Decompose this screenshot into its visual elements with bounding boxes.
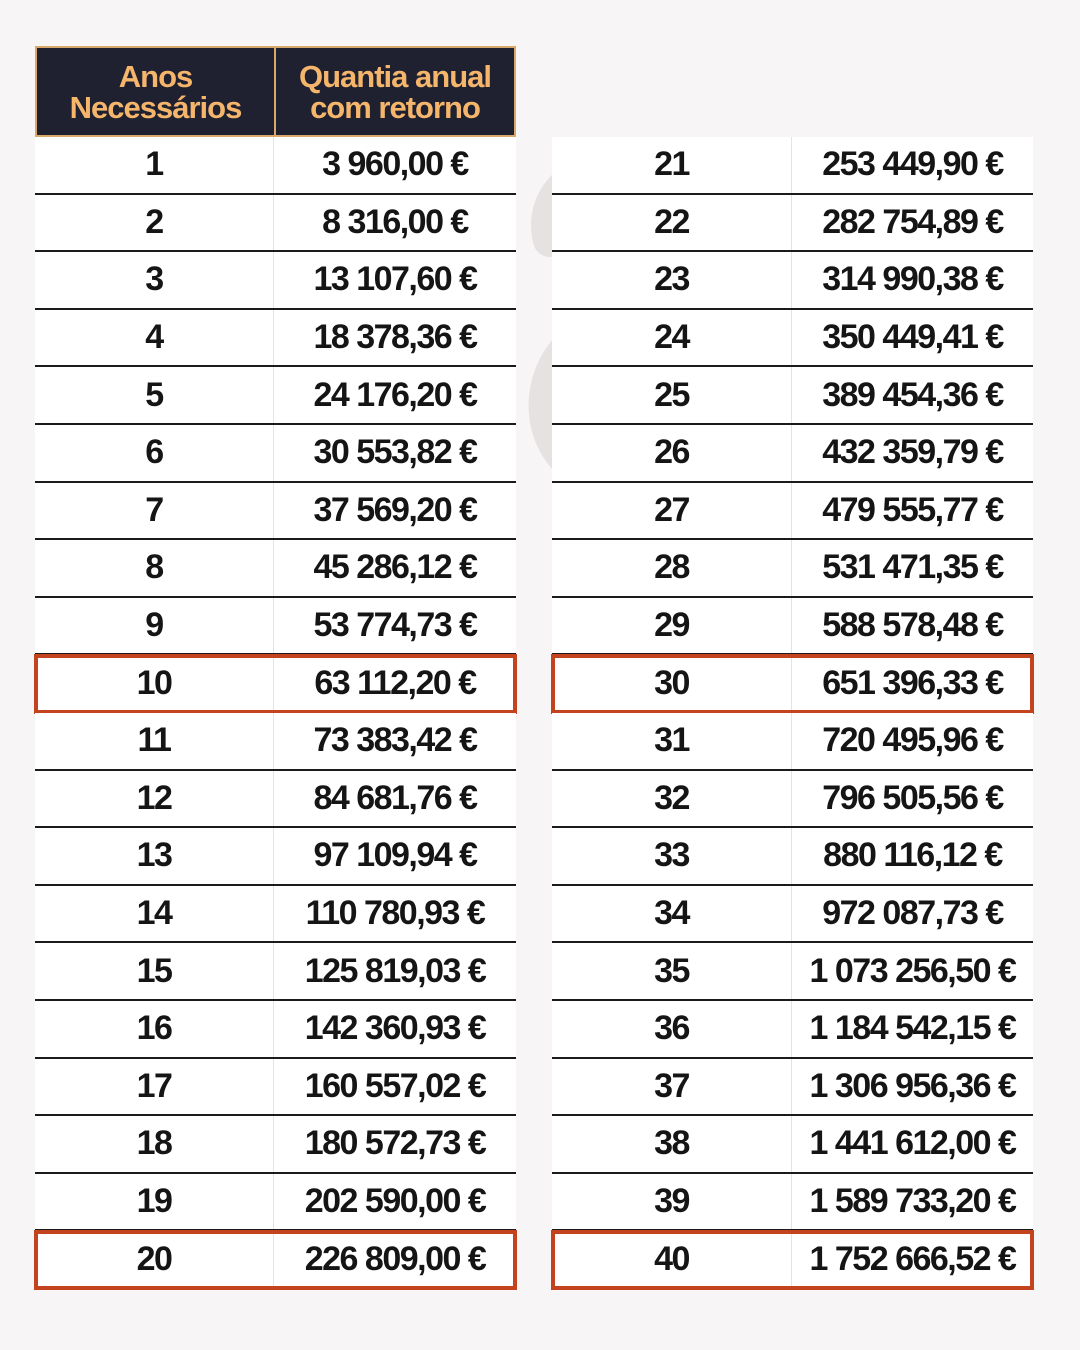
- table-row: [35, 540, 516, 598]
- table-row: [35, 943, 516, 1001]
- year-cell: 23: [552, 252, 792, 308]
- amount-cell: 73 383,42 €: [313, 721, 477, 760]
- amount-cell: 1 184 542,15 €: [809, 1009, 1016, 1048]
- year-cell: 14: [35, 886, 274, 942]
- year-cell: 11: [35, 713, 274, 769]
- amount-cell: 45 286,12 €: [313, 548, 477, 587]
- left-table: [35, 46, 516, 1289]
- table-row: [35, 252, 516, 310]
- year-cell: 27: [552, 483, 792, 539]
- year-cell: 17: [35, 1059, 274, 1115]
- year-cell: 10: [35, 655, 274, 711]
- amount-cell: 13 107,60 €: [313, 260, 477, 299]
- amount-cell: 24 176,20 €: [313, 375, 477, 414]
- table-row: [552, 886, 1033, 944]
- year-cell: 24: [552, 310, 792, 366]
- table-row: [35, 771, 516, 829]
- amount-cell: 53 774,73 €: [313, 606, 477, 645]
- table-row: [552, 310, 1033, 368]
- left-rows: [35, 137, 516, 1289]
- year-cell: 33: [552, 828, 792, 884]
- amount-cell: 1 589 733,20 €: [809, 1181, 1016, 1220]
- amount-cell: 588 578,48 €: [822, 606, 1003, 645]
- right-table: [552, 137, 1033, 1289]
- table-row: [552, 943, 1033, 1001]
- amount-cell: 8 316,00 €: [322, 202, 468, 241]
- amount-cell: 389 454,36 €: [822, 375, 1003, 414]
- year-cell: 29: [552, 598, 792, 654]
- year-cell: 6: [35, 425, 274, 481]
- table-row: [35, 483, 516, 541]
- table-row: [552, 828, 1033, 886]
- year-cell: 2: [35, 195, 274, 251]
- table-row: [35, 310, 516, 368]
- highlighted-table-row: [35, 655, 516, 713]
- year-cell: 16: [35, 1001, 274, 1057]
- year-cell: 5: [35, 367, 274, 423]
- highlighted-table-row: [552, 655, 1033, 713]
- table-row: [35, 1001, 516, 1059]
- year-cell: 26: [552, 425, 792, 481]
- year-cell: 15: [35, 943, 274, 999]
- year-cell: 18: [35, 1116, 274, 1172]
- table-row: [35, 1116, 516, 1174]
- year-cell: 22: [552, 195, 792, 251]
- amount-cell: 125 819,03 €: [304, 951, 486, 990]
- year-cell: 4: [35, 310, 274, 366]
- amount-cell: 314 990,38 €: [822, 260, 1003, 299]
- amount-cell: 160 557,02 €: [304, 1066, 486, 1105]
- amount-cell: 1 306 956,36 €: [809, 1066, 1016, 1105]
- amount-cell: 3 960,00 €: [322, 145, 468, 184]
- amount-cell: 202 590,00 €: [304, 1181, 486, 1220]
- highlighted-table-row: [35, 1231, 516, 1289]
- table-row: [35, 425, 516, 483]
- table-row: [552, 771, 1033, 829]
- amount-cell: 97 109,94 €: [313, 836, 477, 875]
- year-cell: 36: [552, 1001, 792, 1057]
- year-cell: 38: [552, 1116, 792, 1172]
- amount-cell: 63 112,20 €: [314, 663, 476, 702]
- year-cell: 35: [552, 943, 792, 999]
- amount-cell: 720 495,96 €: [822, 721, 1003, 760]
- table-row: [552, 598, 1033, 656]
- amount-cell: 651 396,33 €: [822, 663, 1003, 702]
- year-cell: 9: [35, 598, 274, 654]
- amount-cell: 972 087,73 €: [822, 894, 1003, 933]
- table-row: [552, 252, 1033, 310]
- amount-cell: 110 780,93 €: [305, 894, 485, 933]
- amount-cell: 1 441 612,00 €: [809, 1124, 1016, 1163]
- amount-cell: 142 360,93 €: [304, 1009, 486, 1048]
- year-cell: 19: [35, 1174, 274, 1230]
- year-cell: 7: [35, 483, 274, 539]
- amount-cell: 84 681,76 €: [313, 778, 477, 817]
- header-years: Anos Necessários: [37, 48, 276, 135]
- table-row: [35, 828, 516, 886]
- amount-cell: 226 809,00 €: [304, 1239, 486, 1278]
- table-row: [552, 425, 1033, 483]
- amount-cell: 796 505,56 €: [822, 778, 1003, 817]
- table-header: [35, 46, 516, 137]
- year-cell: 30: [552, 655, 792, 711]
- table-row: [35, 367, 516, 425]
- table-row: [552, 195, 1033, 253]
- year-cell: 25: [552, 367, 792, 423]
- table-row: [552, 713, 1033, 771]
- amount-cell: 253 449,90 €: [822, 145, 1003, 184]
- amount-cell: 432 359,79 €: [822, 433, 1003, 472]
- right-rows: [552, 137, 1033, 1289]
- table-row: [552, 540, 1033, 598]
- amount-cell: 880 116,12 €: [823, 836, 1002, 875]
- year-cell: 28: [552, 540, 792, 596]
- table-row: [35, 713, 516, 771]
- year-cell: 13: [35, 828, 274, 884]
- year-cell: 32: [552, 771, 792, 827]
- header-amount: Quantia anual com retorno: [299, 58, 491, 125]
- amount-cell: 350 449,41 €: [822, 318, 1003, 357]
- year-cell: 20: [35, 1231, 274, 1287]
- table-row: [35, 1174, 516, 1232]
- table-row: [35, 195, 516, 253]
- year-cell: 40: [552, 1231, 792, 1287]
- year-cell: 12: [35, 771, 274, 827]
- table-row: [552, 1116, 1033, 1174]
- year-cell: 34: [552, 886, 792, 942]
- table-row: [552, 137, 1033, 195]
- table-row: [552, 483, 1033, 541]
- amount-cell: 479 555,77 €: [822, 490, 1003, 529]
- table-row: [35, 137, 516, 195]
- year-cell: 1: [35, 137, 274, 193]
- amount-cell: 1 752 666,52 €: [809, 1239, 1016, 1278]
- year-cell: 21: [552, 137, 792, 193]
- year-cell: 3: [35, 252, 274, 308]
- year-cell: 37: [552, 1059, 792, 1115]
- table-row: [35, 886, 516, 944]
- year-cell: 8: [35, 540, 274, 596]
- amount-cell: 30 553,82 €: [313, 433, 477, 472]
- year-cell: 39: [552, 1174, 792, 1230]
- table-row: [552, 1174, 1033, 1232]
- table-row: [552, 1059, 1033, 1117]
- table-row: [552, 367, 1033, 425]
- table-row: [35, 598, 516, 656]
- amount-cell: 180 572,73 €: [304, 1124, 486, 1163]
- amount-cell: 18 378,36 €: [313, 318, 477, 357]
- amount-cell: 282 754,89 €: [822, 202, 1003, 241]
- table-row: [35, 1059, 516, 1117]
- table-row: [552, 1001, 1033, 1059]
- year-cell: 31: [552, 713, 792, 769]
- highlighted-table-row: [552, 1231, 1033, 1289]
- amount-cell: 1 073 256,50 €: [809, 951, 1016, 990]
- amount-cell: 531 471,35 €: [822, 548, 1003, 587]
- amount-cell: 37 569,20 €: [313, 490, 477, 529]
